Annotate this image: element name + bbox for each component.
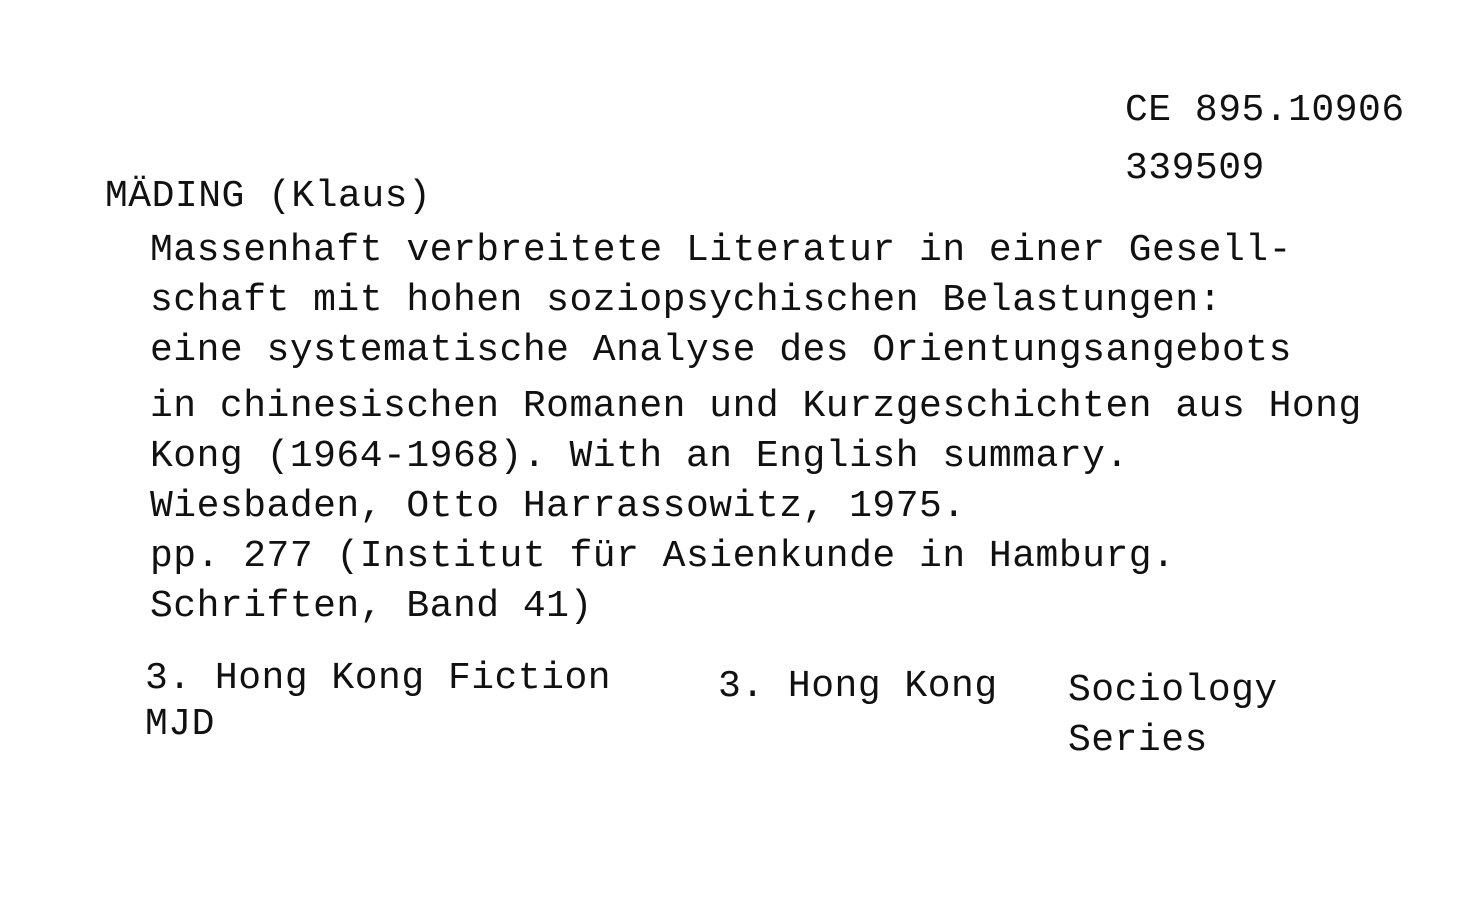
subject-heading-1: 3. Hong Kong Fiction [145, 657, 612, 700]
title-line: eine systematische Analyse des Orientungsangebots [150, 329, 1292, 372]
subject-subdivision: Sociology [1068, 669, 1278, 712]
collation-line: pp. 277 (Institut für Asienkunde in Hamburg. [150, 535, 1176, 578]
imprint: Wiesbaden, Otto Harrassowitz, 1975. [150, 485, 966, 528]
title-line: Kong (1964-1968). With an English summary. [150, 435, 1129, 478]
accession-number: 339509 [1125, 147, 1265, 190]
classmark: CE 895.10906 [1125, 89, 1405, 132]
cataloguer-initials: MJD [145, 703, 215, 746]
collation-line: Schriften, Band 41) [150, 585, 593, 628]
title-line: Massenhaft verbreitete Literatur in einer Gesell- [150, 229, 1292, 272]
title-line: in chinesischen Romanen und Kurzgeschichten aus Hong [150, 385, 1362, 428]
subject-subdivision: Series [1068, 719, 1208, 762]
title-line: schaft mit hohen soziopsychischen Belastungen: [150, 279, 1222, 322]
subject-heading-2: 3. Hong Kong [718, 665, 998, 708]
author-heading: MÄDING (Klaus) [105, 175, 432, 218]
